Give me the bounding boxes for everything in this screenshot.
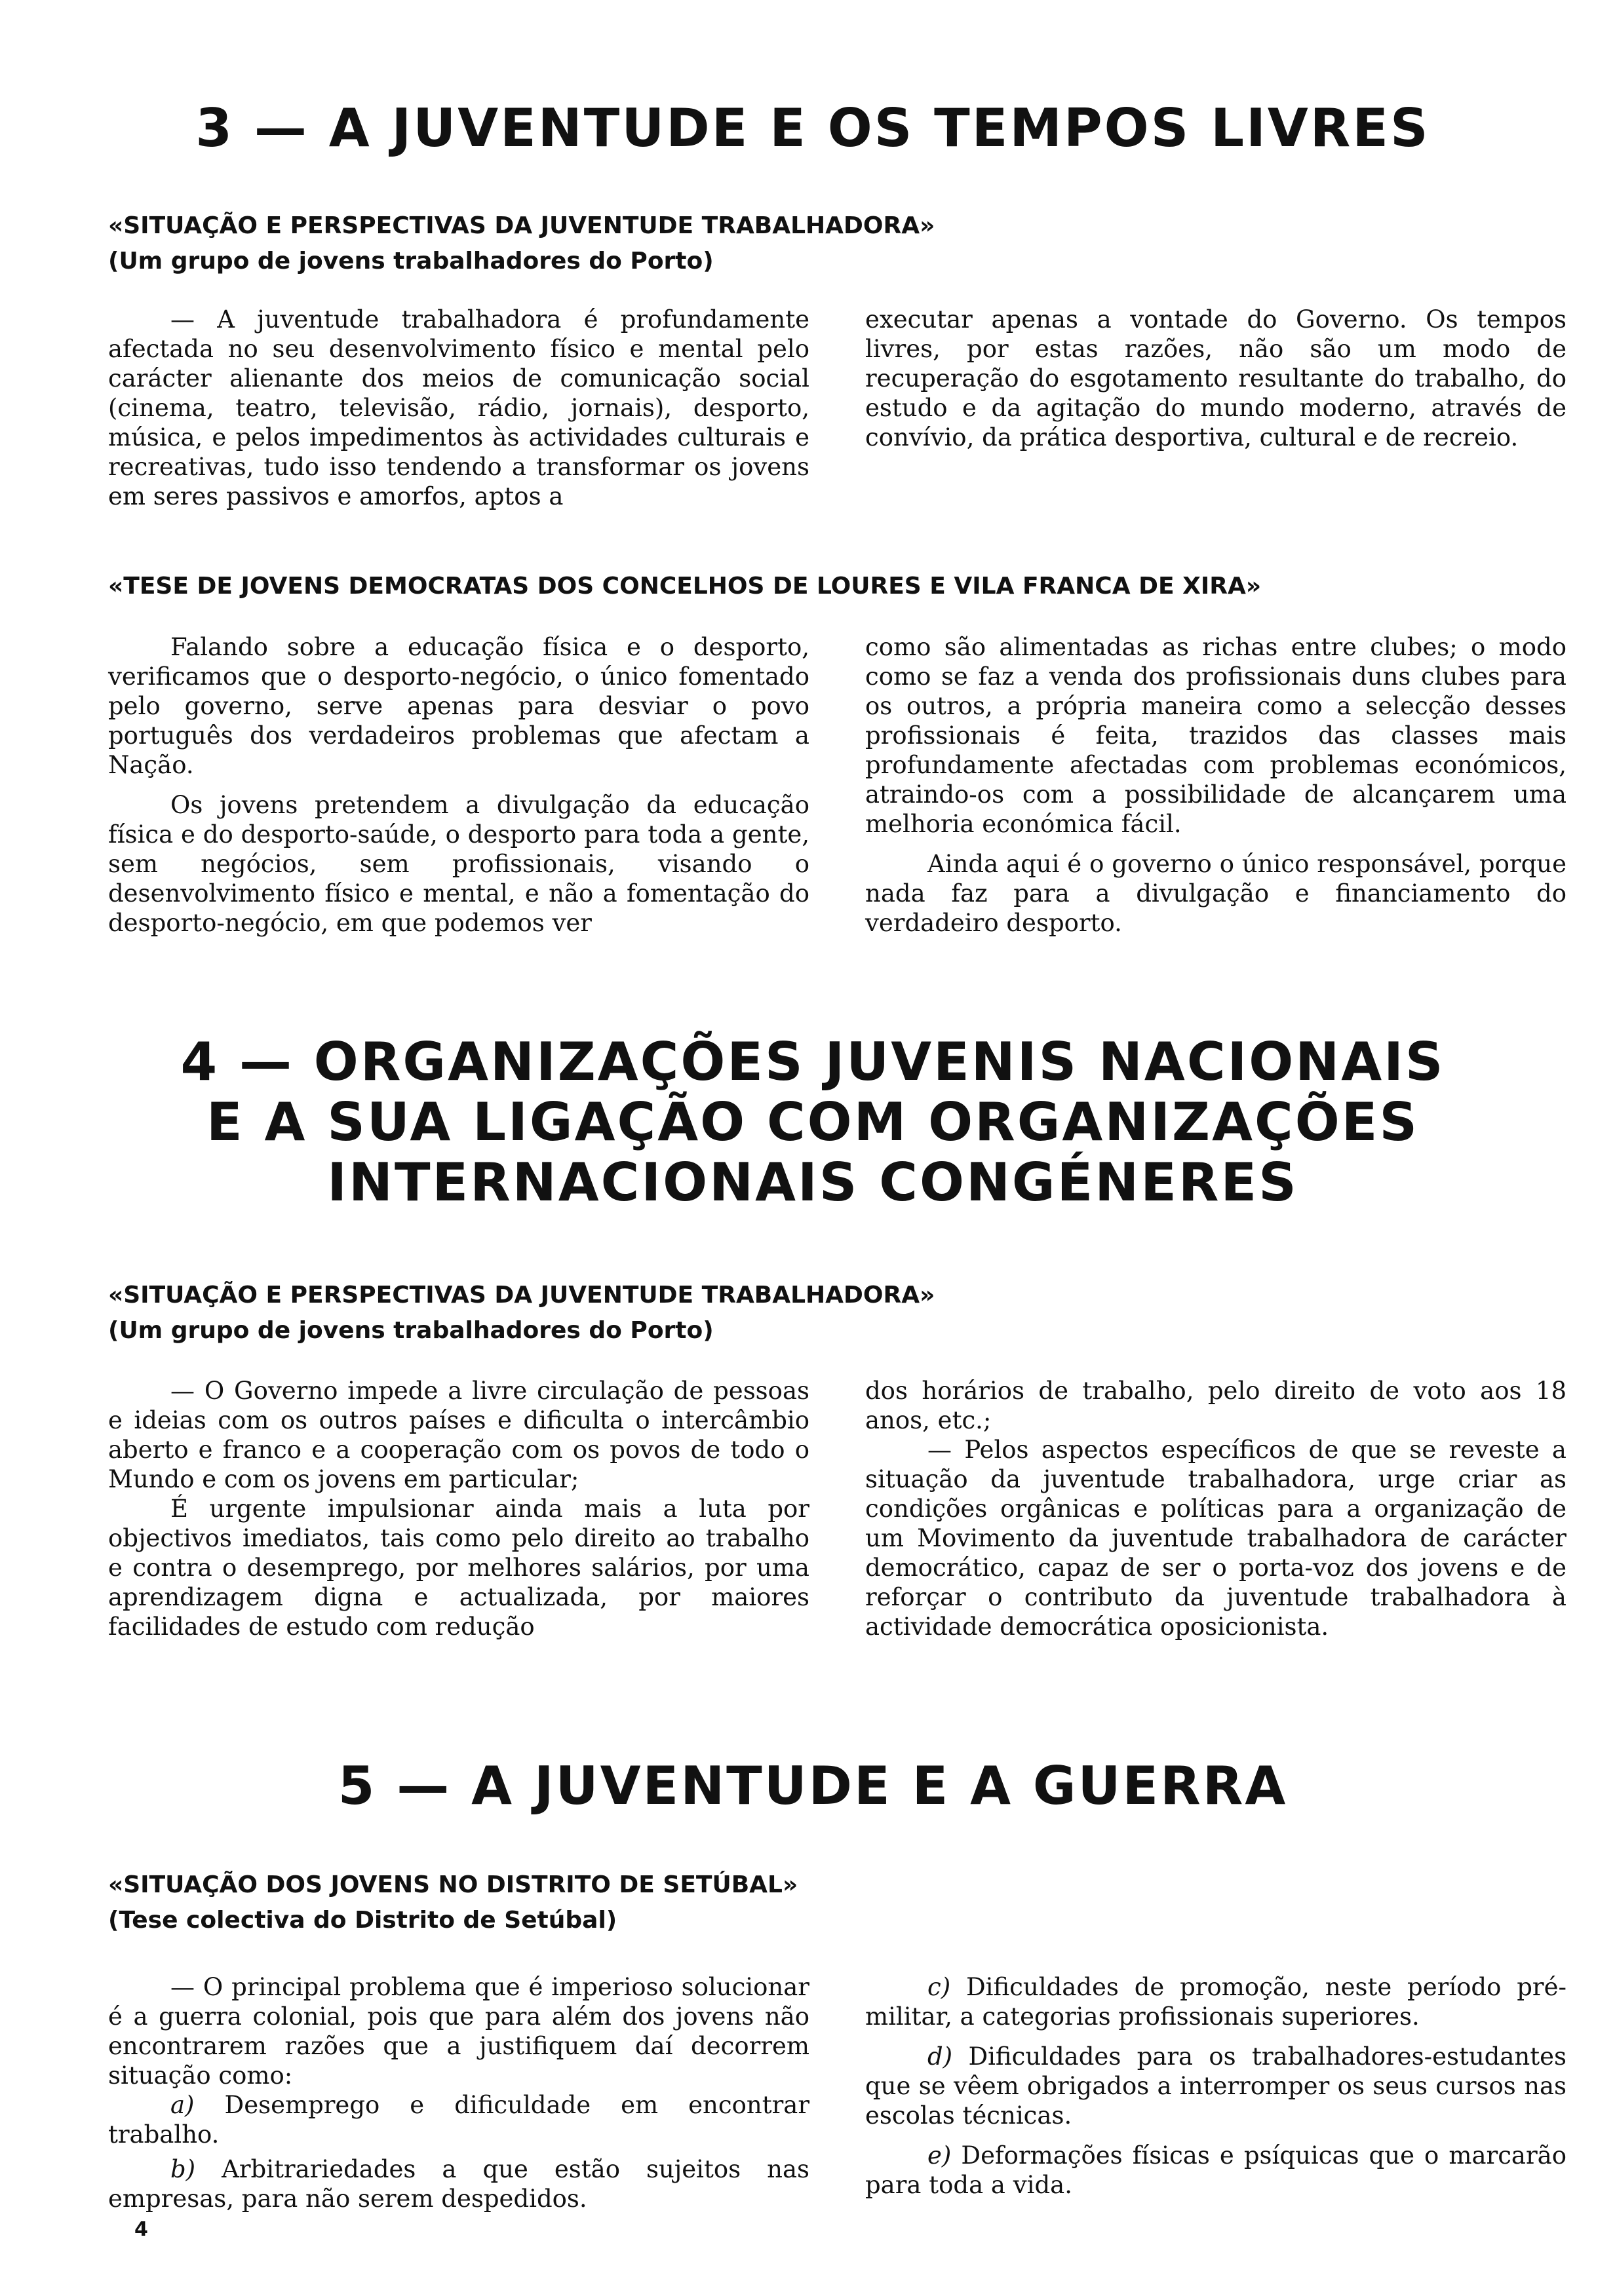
list-item-text: Desemprego e dificuldade em encontrar trabalho. <box>108 2091 810 2149</box>
list-item-text: Dificuldades para os trabalhadores-estudantes que se vêem obrigados a interromper os seus cursos nas escolas técnicas. <box>865 2042 1566 2130</box>
section-4-heading <box>108 1278 1550 1349</box>
section-4-title-line: INTERNACIONAIS CONGÉNERES <box>327 1152 1298 1213</box>
list-item-label: a) <box>170 2091 195 2119</box>
section-3-block-2-heading <box>108 569 1550 604</box>
section-3-block-1-heading <box>108 208 1550 279</box>
thesis-author: (Um grupo de jovens trabalhadores do Porto) <box>108 248 714 275</box>
list-item-label: e) <box>927 2141 952 2170</box>
list-item <box>865 2042 1566 2130</box>
thesis-author: (Tese colectiva do Distrito de Setúbal) <box>108 1907 617 1934</box>
paragraph: dos horários de trabalho, pelo direito de voto aos 18 anos, etc.; <box>865 1377 1566 1434</box>
thesis-title: «SITUAÇÃO DOS JOVENS NO DISTRITO DE SETÚBAL» <box>108 1871 798 1898</box>
page-number: 4 <box>134 2218 148 2241</box>
paragraph: Os jovens pretendem a divulgação da educação física e do desporto-saúde, o desporto para toda a gente, sem negócios, sem profissionais, visando o desenvolvimento físico e mental, e não a fomentação do desporto-negócio, em que podemos ver <box>108 791 809 937</box>
list-item <box>108 2154 809 2213</box>
section-5-heading <box>108 1867 1550 1938</box>
list-item-label: c) <box>927 1973 951 2001</box>
list-item-text: Arbitrariedades a que estão sujeitos nas empresas, para não serem despedidos. <box>108 2155 810 2213</box>
section-4-title-line: E A SUA LIGAÇÃO COM ORGANIZAÇÕES <box>206 1092 1419 1153</box>
section-3-block-1-left-column <box>108 305 809 522</box>
list-item <box>108 2090 809 2149</box>
list-item-label: b) <box>170 2155 196 2183</box>
section-4-title-line: 4 — ORGANIZAÇÕES JUVENIS NACIONAIS <box>180 1031 1445 1092</box>
section-4-title <box>92 1032 1534 1213</box>
thesis-title: «SITUAÇÃO E PERSPECTIVAS DA JUVENTUDE TRABALHADORA» <box>108 1282 935 1309</box>
section-3-title: 3 — A JUVENTUDE E OS TEMPOS LIVRES <box>195 98 1430 159</box>
section-3-block-2-left-column <box>108 632 809 948</box>
thesis-author: (Um grupo de jovens trabalhadores do Porto) <box>108 1317 714 1344</box>
thesis-title: «TESE DE JOVENS DEMOCRATAS DOS CONCELHOS DE LOURES E VILA FRANCA DE XIRA» <box>108 573 1262 600</box>
list-item-text: Deformações físicas e psíquicas que o marcarão para toda a vida. <box>865 2141 1567 2199</box>
list-item <box>865 2141 1566 2200</box>
paragraph: Falando sobre a educação física e o desporto, verificamos que o desporto-negócio, o único fomentado pelo governo, serve apenas para desviar o povo português dos verdadeiros problemas que afectam a Nação. <box>108 633 809 779</box>
paragraph: como são alimentadas as richas entre clubes; o modo como se faz a venda dos profissionais duns clubes para os outros, a própria maneira como a selecção desses profissionais é feita, trazidos das classes mais profundamente afectadas com problemas económicos, atraindo-os com a possibilidade de alcançarem uma melhoria económica fácil. <box>865 633 1566 838</box>
paragraph: — O Governo impede a livre circulação de pessoas e ideias com os outros países e dificulta o intercâmbio aberto e franco e a cooperação com os povos de todo o Mundo e com os jovens em particular; <box>108 1377 809 1493</box>
section-4-right-column <box>865 1376 1566 1652</box>
section-5-right-column <box>865 1972 1566 2210</box>
list-item-label: d) <box>927 2042 953 2071</box>
list-item <box>865 1972 1566 2031</box>
paragraph: Ainda aqui é o governo o único responsável, porque nada faz para a divulgação e financiamento do verdadeiro desporto. <box>865 850 1566 937</box>
paragraph: — A juventude trabalhadora é profundamente afectada no seu desenvolvimento físico e mental pelo carácter alienante dos meios de comunicação social (cinema, teatro, televisão, rádio, jornais), desporto, música, e pelos impedimentos às actividades culturais e recreativas, tudo isso tendendo a transformar os jovens em seres passivos e amorfos, aptos a <box>108 305 809 510</box>
paragraph: É urgente impulsionar ainda mais a luta por objectivos imediatos, tais como pelo direito ao trabalho e contra o desemprego, por melhores salários, por uma aprendizagem digna e actualizada, por maiores facilidades de estudo com redução <box>108 1495 809 1641</box>
section-3-block-1-right-column <box>865 305 1566 463</box>
list-item-text: Dificuldades de promoção, neste período pré-militar, a categorias profissionais superiores. <box>865 1973 1566 2031</box>
paragraph: — O principal problema que é imperioso solucionar é a guerra colonial, pois que para além dos jovens não encontrarem razões que a justifiquem daí decorrem situação como: <box>108 1973 809 2090</box>
paragraph: — Pelos aspectos específicos de que se reveste a situação da juventude trabalhadora, urge criar as condições orgânicas e políticas para a organização de um Movimento da juventude trabalhadora de carácter democrático, capaz de ser o porta-voz dos jovens e de reforçar o contributo da juventude trabalhadora à actividade democrática oposicionista. <box>865 1436 1566 1641</box>
section-5-left-column <box>108 1972 809 2224</box>
section-3-block-2-right-column <box>865 632 1566 948</box>
section-4-left-column <box>108 1376 809 1652</box>
paragraph: executar apenas a vontade do Governo. Os tempos livres, por estas razões, não são um modo de recuperação do esgotamento resultante do trabalho, do estudo e da agitação do mundo moderno, através de convívio, da prática desportiva, cultural e de recreio. <box>865 305 1566 451</box>
section-5-title: 5 — A JUVENTUDE E A GUERRA <box>338 1755 1288 1816</box>
thesis-title: «SITUAÇÃO E PERSPECTIVAS DA JUVENTUDE TRABALHADORA» <box>108 212 935 239</box>
